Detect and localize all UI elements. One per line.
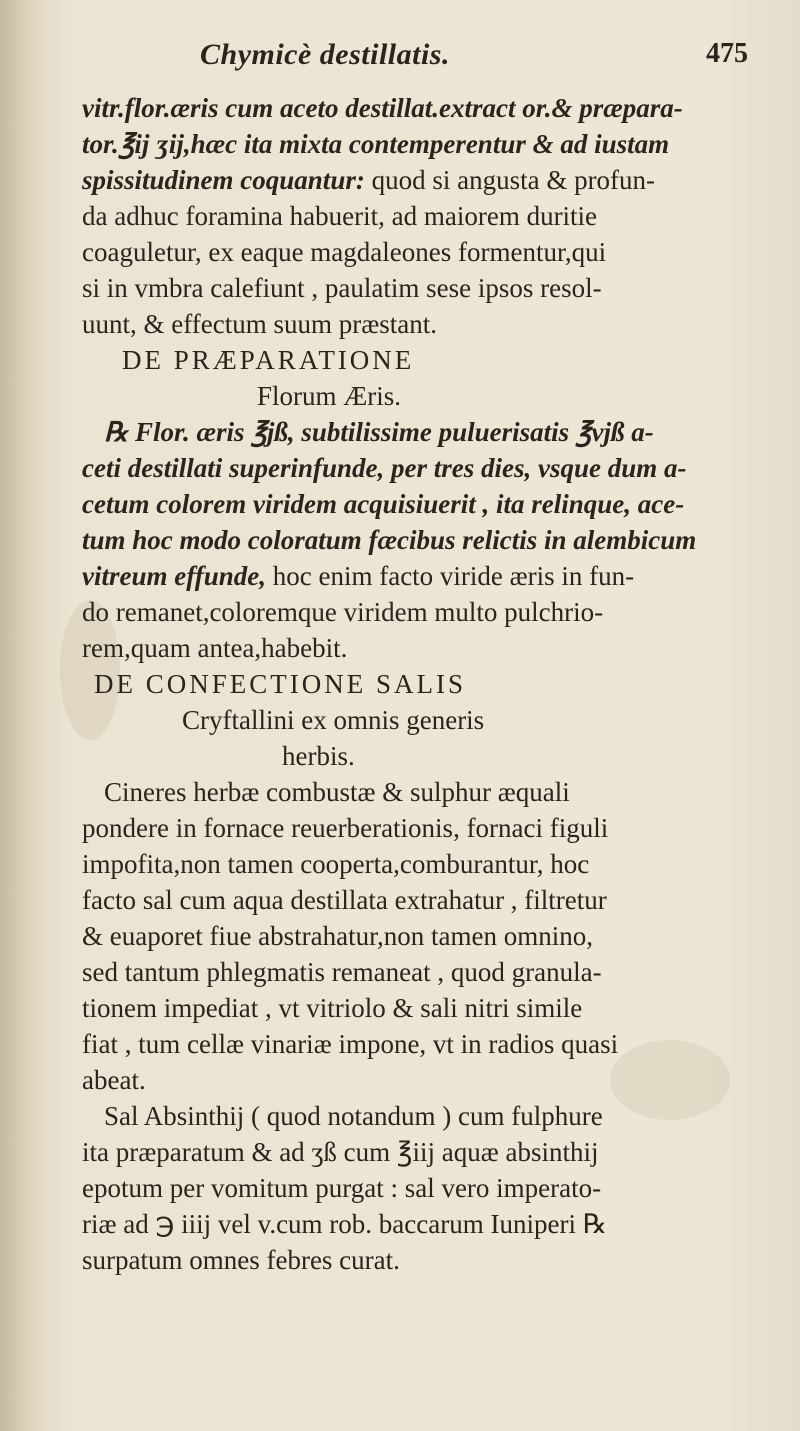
text-line: Cineres herbæ combustæ & sulphur æquali bbox=[104, 777, 570, 807]
italic-phrase: spissitudinem coquantur: bbox=[82, 165, 365, 195]
text-line: epotum per vomitum purgat : sal vero imperato- bbox=[82, 1173, 602, 1203]
text-line: uunt, & effectum suum præstant. bbox=[82, 309, 437, 339]
italic-phrase: vitreum effunde, bbox=[82, 561, 266, 591]
text-line: fiat , tum cellæ vinariæ impone, vt in radios quasi bbox=[82, 1029, 619, 1059]
text-line: si in vmbra calefiunt , paulatim sese ipsos resol- bbox=[82, 273, 602, 303]
text-line bbox=[82, 558, 772, 594]
text-line: Sal Absinthij ( quod notandum ) cum fulphure bbox=[104, 1101, 603, 1131]
text-line bbox=[82, 162, 772, 198]
text-line: coaguletur, ex eaque magdaleones formentur,qui bbox=[82, 237, 607, 267]
page-binding-shadow bbox=[0, 0, 40, 1431]
body-text bbox=[82, 90, 772, 1278]
roman-phrase: hoc enim facto viride æris in fun- bbox=[266, 561, 635, 591]
text-line: tionem impediat , vt vitriolo & sali nitri simile bbox=[82, 993, 583, 1023]
section-heading: DE PRÆPARATIONE bbox=[122, 345, 415, 375]
text-line: ceti destillati superinfunde, per tres dies, vsque dum a- bbox=[82, 453, 687, 483]
text-line: rem,quam antea,habebit. bbox=[82, 633, 348, 663]
text-line: impofita,non tamen cooperta,comburantur, hoc bbox=[82, 849, 590, 879]
section-heading: DE CONFECTIONE SALIS bbox=[94, 669, 467, 699]
section-subheading: Florum Æris. bbox=[257, 381, 402, 411]
text-line: sed tantum phlegmatis remaneat , quod granula- bbox=[82, 957, 602, 987]
running-header bbox=[160, 30, 760, 80]
roman-phrase: quod si angusta & profun- bbox=[364, 165, 656, 195]
section-subheading: Cryftallini ex omnis generis bbox=[182, 705, 485, 735]
text-line: tor.℥ij ʒij,hæc ita mixta contemperentur & ad iustam bbox=[82, 129, 670, 159]
text-line: pondere in fornace reuerberationis, fornaci figuli bbox=[82, 813, 609, 843]
text-line: cetum colorem viridem acquisiuerit , ita relinque, ace- bbox=[82, 489, 685, 519]
text-line: & euaporet fiue abstrahatur,non tamen omnino, bbox=[82, 921, 594, 951]
text-line: ita præparatum & ad ʒß cum ℥iij aquæ absinthij bbox=[82, 1137, 599, 1167]
text-line: abeat. bbox=[82, 1065, 146, 1095]
text-line: riæ ad ℈ iiij vel v.cum rob. baccarum Iuniperi ℞ bbox=[82, 1209, 607, 1239]
page-number: 475 bbox=[706, 38, 748, 69]
text-line: do remanet,coloremque viridem multo pulchrio- bbox=[82, 597, 604, 627]
text-line: da adhuc foramina habuerit, ad maiorem duritie bbox=[82, 201, 598, 231]
section-subheading: herbis. bbox=[282, 741, 355, 771]
running-title: Chymicè destillatis. bbox=[200, 38, 450, 71]
text-line: facto sal cum aqua destillata extrahatur , filtretur bbox=[82, 885, 607, 915]
text-line: ℞ Flor. æris ℥jß, subtilissime puluerisatis ℥vjß a- bbox=[104, 417, 654, 447]
text-line: surpatum omnes febres curat. bbox=[82, 1245, 400, 1275]
text-line: tum hoc modo coloratum fæcibus relictis in alembicum bbox=[82, 525, 697, 555]
text-line: vitr.flor.æris cum aceto destillat.extract or.& præpara- bbox=[82, 93, 683, 123]
